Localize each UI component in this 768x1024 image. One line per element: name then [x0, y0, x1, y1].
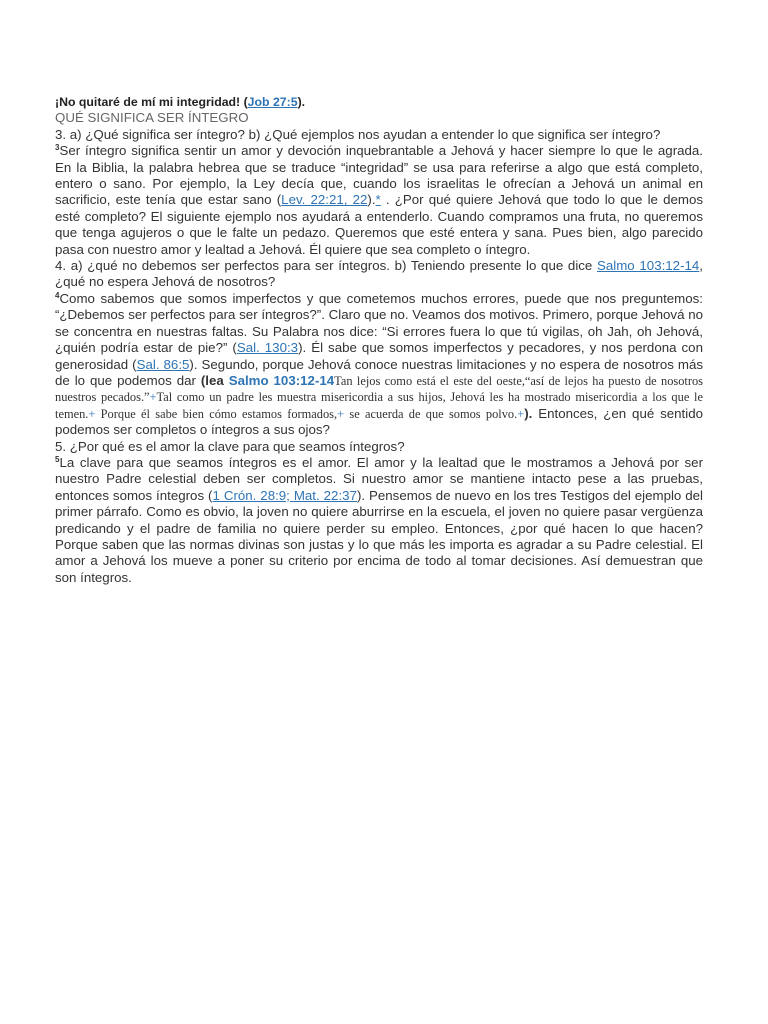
- job-27-5-link[interactable]: Job 27:5: [247, 95, 298, 109]
- paragraph-5: [55, 455, 703, 586]
- p4-text4: Entonces, ¿en qué sentido podemos ser completos o íntegros a sus ojos?: [55, 405, 703, 438]
- sal-130-3-link[interactable]: Sal. 130:3: [236, 340, 299, 356]
- verse-14a: Porque él sabe bien cómo estamos formados,: [95, 406, 338, 421]
- section-heading: QUÉ SIGNIFICA SER ÍNTEGRO: [55, 110, 249, 126]
- crossref-plus[interactable]: +: [88, 406, 96, 421]
- lea-label: (lea: [200, 372, 229, 388]
- paragraph-number: 4: [55, 290, 60, 300]
- sal-86-5-link[interactable]: Sal. 86:5: [136, 356, 190, 372]
- verse-14b: se acuerda de que somos polvo.: [344, 406, 518, 421]
- cron-mat-link[interactable]: 1 Crón. 28:9; Mat. 22:37: [212, 487, 357, 503]
- verse-13: Tal como un padre les muestra misericordia a sus hijos, Jehová les ha mostrado misericordia a los que le temen.: [55, 390, 703, 421]
- p4-text2: ). Él sabe que somos imperfectos y pecadores, y nos perdona con generosidad (: [55, 340, 703, 372]
- question-4: [55, 258, 703, 291]
- crossref-plus[interactable]: +: [517, 406, 525, 421]
- footnote-link[interactable]: *: [375, 192, 381, 208]
- intro-line: [55, 94, 703, 110]
- question-5: 5. ¿Por qué es el amor la clave para que seamos íntegros?: [55, 438, 405, 454]
- document-body: [55, 94, 703, 586]
- question-3: 3. a) ¿Qué significa ser íntegro? b) ¿Qué ejemplos nos ayudan a entender lo que significa ser íntegro?: [55, 126, 661, 142]
- p5-text1: La clave para que seamos íntegros es el amor. El amor y la lealtad que le mostramos a Jehová por ser nuestro Padre celestial deben ser completos. Si nuestro amor se mantiene intacto pese a las pruebas, entonces somos íntegros (: [55, 454, 703, 503]
- lea-close: ).: [524, 405, 533, 421]
- p3-text2: ).: [367, 192, 376, 208]
- p5-text2: ). Pensemos de nuevo en los tres Testigos del ejemplo del primer párrafo. Como es obvio, la joven no quiere aburrirse en la escuela, el joven no quiere pasar vergüenza predicando y el padre de familia no quiere perder su empleo. Entonces, ¿por qué hacen lo que hacen? Porque saben que las normas divinas son justas y lo que más les importa es agradar a su Padre celestial. El amor a Jehová los mueve a poner su criterio por encima de todo al tomar decisiones. Así demuestran que son íntegros.: [55, 487, 704, 585]
- paragraph-number: 5: [55, 454, 60, 464]
- p3-text3: . ¿Por qué quiere Jehová que todo lo que le demos esté completo? El siguiente ejemplo nos ayudará a entenderlo. Cuando compramos una fruta, no queremos que tenga agujeros o que le falte un pedazo. Queremos que esté entera y sana. Pues bien, algo parecido pasa con nuestro amor y lealtad a Jehová. Él quiere que sea completo o íntegro.: [55, 192, 704, 257]
- salmo-103-link[interactable]: Salmo 103:12-14: [597, 258, 700, 274]
- paragraph-3: [55, 143, 703, 258]
- crossref-plus[interactable]: +: [337, 406, 345, 421]
- intro-end: ).: [297, 95, 306, 109]
- lev-22-21-link[interactable]: Lev. 22:21, 22: [281, 192, 368, 208]
- p4-text3: ). Segundo, porque Jehová conoce nuestras limitaciones y no espera de nosotros más de lo que podemos dar: [55, 356, 703, 388]
- verse-12: Tan lejos como está el este del oeste,“así de lejos ha puesto de nosotros nuestros pecados.”: [55, 373, 703, 405]
- q4-text2: , ¿qué no espera Jehová de nosotros?: [55, 258, 703, 290]
- q4-text1: 4. a) ¿qué no debemos ser perfectos para ser íntegros. b) Teniendo presente lo que dice: [55, 258, 598, 274]
- paragraph-number: 3: [55, 143, 60, 153]
- p4-text1: Como sabemos que somos imperfectos y que cometemos muchos errores, puede que nos preguntemos: “¿Debemos ser perfectos para ser íntegros?”. Claro que no. Veamos dos motivos. Primero, porque Jehová no se concentra en nuestras faltas. Su Palabra nos dice: “Si errores fuera lo que tú vigilas, oh Jah, oh Jehová, ¿quién podría estar de pie?” (: [55, 290, 703, 356]
- crossref-plus[interactable]: +: [149, 390, 157, 405]
- paragraph-4: [55, 291, 703, 439]
- intro-text: ¡No quitaré de mí mi integridad! (: [55, 95, 248, 109]
- p3-text1: Ser íntegro significa sentir un amor y devoción inquebrantable a Jehová y hacer siempre lo que le agrada. En la Biblia, la palabra hebrea que se traduce “integridad” se usa para referirse a algo que está completo, entero o sano. Por ejemplo, la Ley decía que, cuando los israelitas le ofrecían a Jehová un animal en sacrificio, este tenía que estar sano (: [55, 143, 703, 208]
- salmo-reference[interactable]: Salmo 103:12-14: [228, 372, 335, 388]
